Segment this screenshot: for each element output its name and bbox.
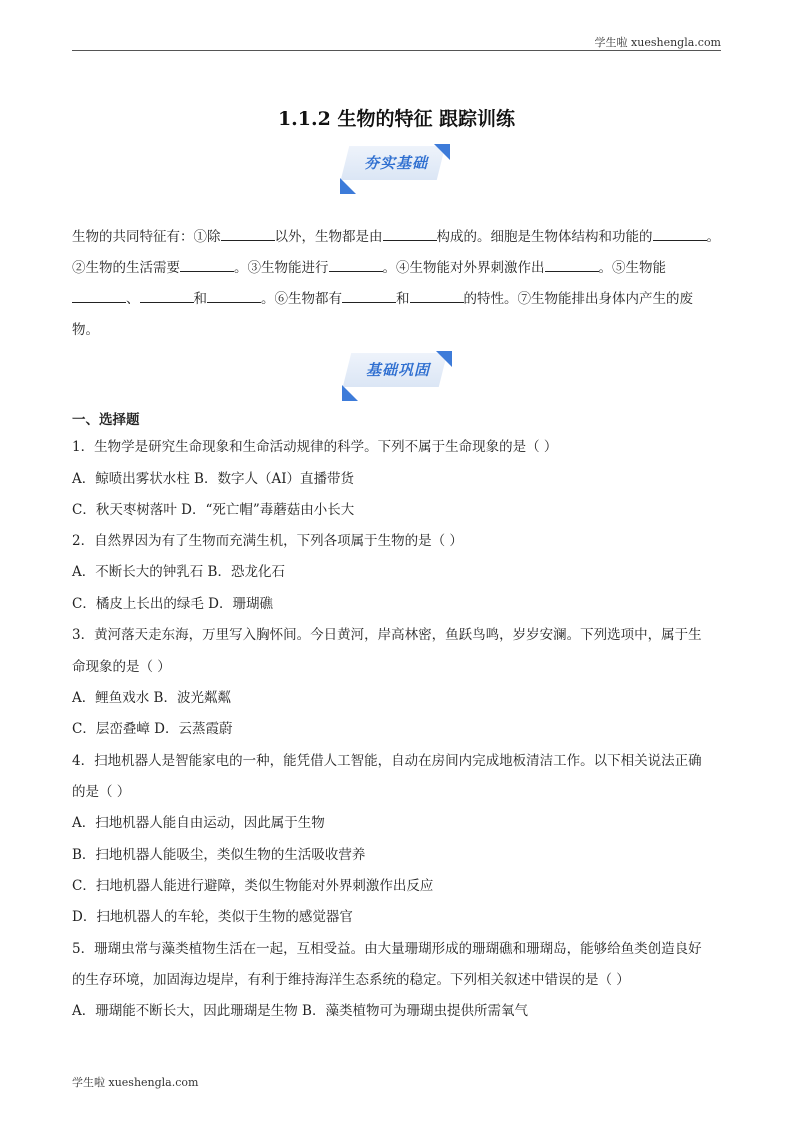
question-3-option-row[interactable]: C．层峦叠嶂 D．云蒸霞蔚: [72, 721, 233, 737]
intro-text: 。③生物能进行: [234, 260, 329, 276]
banner-label: 基础巩固: [365, 361, 430, 379]
intro-text: 生物的共同特征有：①除: [72, 229, 221, 245]
fill-blank[interactable]: [545, 258, 599, 272]
question-5-option-row[interactable]: A．珊瑚能不断长大，因此珊瑚是生物 B．藻类植物可为珊瑚虫提供所需氧气: [72, 1003, 528, 1019]
banner-corner-triangle: [342, 385, 358, 401]
question-1-option-row[interactable]: C．秋天枣树落叶 D．“死亡帽”毒蘑菇由小长大: [72, 502, 355, 518]
fill-blank[interactable]: [653, 227, 707, 241]
question-2-option-row[interactable]: A．不断长大的钟乳石 B．恐龙化石: [72, 564, 285, 580]
intro-line-3: [72, 284, 722, 315]
fill-blank[interactable]: [180, 258, 234, 272]
intro-text: 和: [193, 291, 207, 307]
question-4-option[interactable]: D．扫地机器人的车轮，类似于生物的感觉器官: [72, 909, 353, 925]
intro-text: 。⑥生物都有: [261, 291, 342, 307]
question-2-option-row[interactable]: C．橘皮上长出的绿毛 D．珊瑚礁: [72, 596, 273, 612]
intro-text: 以外，生物都是由: [274, 229, 383, 245]
question-2-stem: 2．自然界因为有了生物而充满生机，下列各项属于生物的是（ ）: [72, 533, 463, 549]
fill-blank[interactable]: [329, 258, 383, 272]
intro-text: ②生物的生活需要: [72, 260, 180, 276]
fill-blank[interactable]: [410, 289, 464, 303]
question-1-stem: 1．生物学是研究生命现象和生命活动规律的科学。下列不属于生命现象的是（ ）: [72, 439, 558, 455]
fill-blank[interactable]: [383, 227, 437, 241]
intro-line-4: 物。: [72, 322, 99, 338]
page-title: 1.1.2 生物的特征 跟踪训练: [277, 108, 516, 130]
intro-line-1: [72, 222, 722, 253]
intro-paragraph: [72, 222, 722, 346]
intro-text: 和: [396, 291, 410, 307]
banner-foundation: [340, 144, 452, 196]
intro-text: 。⑤生物能: [598, 260, 666, 276]
banner-label: 夯实基础: [363, 154, 428, 172]
intro-text: 、: [126, 291, 140, 307]
fill-blank[interactable]: [72, 289, 126, 303]
question-3-stem: 命现象的是（ ）: [72, 659, 171, 675]
fill-blank[interactable]: [140, 289, 194, 303]
question-4-option[interactable]: C．扫地机器人能进行避障，类似生物能对外界刺激作出反应: [72, 878, 434, 894]
section-heading: 一、选择题: [72, 412, 140, 428]
intro-text: 的特性。⑦生物能排出身体内产生的废: [463, 291, 693, 307]
question-3-stem: 3．黄河落天走东海，万里写入胸怀间。今日黄河，岸高林密，鱼跃鸟鸣，岁岁安澜。下列选项中，属于生: [72, 627, 702, 643]
banner-consolidation: [342, 351, 454, 403]
question-4-option[interactable]: B．扫地机器人能吸尘，类似生物的生活吸收营养: [72, 847, 366, 863]
intro-text: 构成的。细胞是生物体结构和功能的: [436, 229, 653, 245]
banner-corner-triangle: [340, 178, 356, 194]
fill-blank[interactable]: [221, 227, 275, 241]
footer-site: 学生啦 xueshengla.com: [72, 1076, 199, 1089]
fill-blank[interactable]: [207, 289, 261, 303]
fill-blank[interactable]: [342, 289, 396, 303]
question-4-option[interactable]: A．扫地机器人能自由运动，因此属于生物: [72, 815, 325, 831]
intro-text: 。④生物能对外界刺激作出: [382, 260, 545, 276]
header-rule: [72, 50, 721, 51]
question-5-stem: 5．珊瑚虫常与藻类植物生活在一起，互相受益。由大量珊瑚形成的珊瑚礁和珊瑚岛，能够给鱼类创造良好: [72, 941, 702, 957]
intro-text: 。: [706, 229, 720, 245]
question-3-option-row[interactable]: A．鲤鱼戏水 B．波光粼粼: [72, 690, 231, 706]
question-4-stem: 的是（ ）: [72, 784, 131, 800]
question-5-stem: 的生存环境，加固海边堤岸，有利于维持海洋生态系统的稳定。下列相关叙述中错误的是（ ）: [72, 972, 630, 988]
intro-line-2: [72, 253, 722, 284]
question-4-stem: 4．扫地机器人是智能家电的一种，能凭借人工智能，自动在房间内完成地板清洁工作。以下相关说法正确: [72, 753, 702, 769]
question-1-option-row[interactable]: A．鲸喷出雾状水柱 B．数字人（AI）直播带货: [72, 471, 355, 487]
header-site: 学生啦 xueshengla.com: [594, 36, 721, 49]
